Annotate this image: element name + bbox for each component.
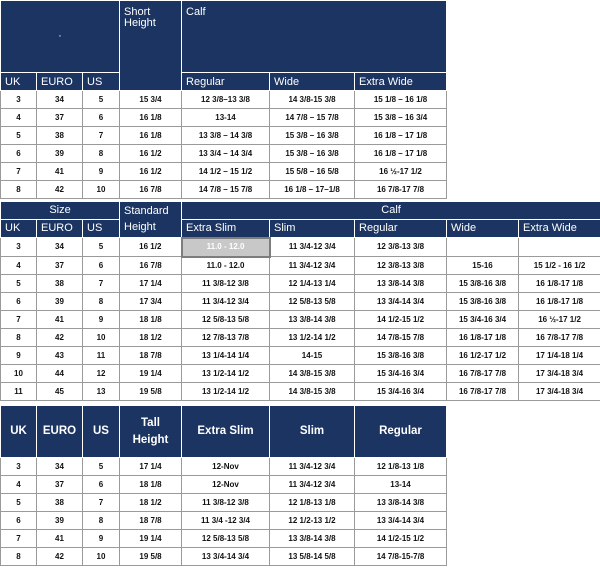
- cell: 15 3/4-16 3/4: [447, 311, 519, 329]
- cell: 9: [1, 347, 37, 365]
- cell: 15 3/4: [120, 91, 182, 109]
- cell: 6: [83, 109, 120, 127]
- cell: 5: [83, 238, 120, 257]
- cell: 9: [83, 311, 120, 329]
- cell: 11 3/4 -12 3/4: [182, 512, 270, 530]
- cell: 16 7/8-17 7/8: [519, 329, 600, 347]
- cell: 12 5/8-13 5/8: [182, 530, 270, 548]
- cell: 16 7/8-17 7/8: [447, 365, 519, 383]
- cell: 16 1/8: [120, 109, 182, 127]
- cell: 14 7/8 – 15 7/8: [182, 181, 270, 199]
- header-euro: EURO: [37, 406, 83, 458]
- table-row: [1, 145, 447, 163]
- cell: 34: [37, 458, 83, 476]
- cell: 13-14: [355, 476, 447, 494]
- cell: 4: [1, 476, 37, 494]
- cell: 15 1/8 – 16 1/8: [355, 91, 447, 109]
- cell: 10: [1, 365, 37, 383]
- cell: 11 3/4-12 3/4: [270, 476, 355, 494]
- table-row: [1, 329, 600, 347]
- cell: 15 3/4-16 3/4: [355, 383, 447, 401]
- cell: 12 5/8-13 5/8: [270, 293, 355, 311]
- table-row: [1, 512, 447, 530]
- cell: 10: [83, 181, 120, 199]
- cell: 7: [83, 494, 120, 512]
- cell: 34: [37, 238, 83, 257]
- cell: 15 1/2 - 16 1/2: [519, 257, 600, 275]
- cell: 5: [83, 458, 120, 476]
- cell: 9: [83, 530, 120, 548]
- table-row: [1, 238, 600, 257]
- cell: 12 3/8-13 3/8: [355, 238, 447, 257]
- cell: 11 3/8-12 3/8: [182, 275, 270, 293]
- cell: 12 3/8–13 3/8: [182, 91, 270, 109]
- cell: 13 3/8 – 14 3/8: [182, 127, 270, 145]
- cell: 6: [1, 145, 37, 163]
- cell: 8: [83, 293, 120, 311]
- cell: 42: [37, 548, 83, 566]
- cell: 7: [83, 127, 120, 145]
- header-regular: Regular: [182, 73, 270, 91]
- short-height-size-table: [0, 0, 447, 199]
- cell: 11 3/8-12 3/8: [182, 494, 270, 512]
- cell: 16 1/8-17 1/8: [519, 275, 600, 293]
- cell: 13: [83, 383, 120, 401]
- cell: 8: [1, 329, 37, 347]
- cell: 16 1/8 – 17 1/8: [355, 127, 447, 145]
- cell: 16 1/8: [120, 127, 182, 145]
- cell: 17 1/4: [120, 275, 182, 293]
- cell: 12 1/4-13 1/4: [270, 275, 355, 293]
- cell: 19 5/8: [120, 383, 182, 401]
- cell: 16 1/2-17 1/2: [447, 347, 519, 365]
- cell: 15 3/8 – 16 3/8: [270, 127, 355, 145]
- table-row: [1, 365, 600, 383]
- header-slim: Slim: [270, 406, 355, 458]
- cell: 13 1/2-14 1/2: [182, 365, 270, 383]
- table-row: [1, 548, 447, 566]
- header-us: US: [83, 220, 120, 238]
- cell: 12 1/2-13 1/2: [270, 512, 355, 530]
- cell: 12-Nov: [182, 476, 270, 494]
- cell: 18 1/8: [120, 476, 182, 494]
- header-wide: Wide: [270, 73, 355, 91]
- cell: 12 1/8-13 1/8: [355, 458, 447, 476]
- cell: 5: [83, 91, 120, 109]
- cell: 38: [37, 275, 83, 293]
- cell: 16 1/2: [120, 163, 182, 181]
- cell: 39: [37, 293, 83, 311]
- cell: 13 3/8-14 3/8: [270, 530, 355, 548]
- cell: 10: [83, 329, 120, 347]
- cell: 43: [37, 347, 83, 365]
- cell: 18 7/8: [120, 512, 182, 530]
- cell: 41: [37, 311, 83, 329]
- cell: 15 3/8-16 3/8: [355, 347, 447, 365]
- cell: 11 3/4-12 3/4: [270, 238, 355, 257]
- header-extra-wide: Extra Wide: [519, 220, 600, 238]
- cell: 16 7/8: [120, 257, 182, 275]
- cell: [519, 238, 600, 257]
- cell: 8: [83, 512, 120, 530]
- header-uk: UK: [1, 73, 37, 91]
- header-standard-height: Standard Height: [120, 202, 182, 238]
- cell: 3: [1, 458, 37, 476]
- cell: 14 3/8-15 3/8: [270, 383, 355, 401]
- cell: 12 1/8-13 1/8: [270, 494, 355, 512]
- cell: 34: [37, 91, 83, 109]
- table-row: [1, 91, 447, 109]
- cell: 8: [1, 548, 37, 566]
- cell: 14-15: [270, 347, 355, 365]
- cell: 45: [37, 383, 83, 401]
- cell: 14 3/8-15 3/8: [270, 365, 355, 383]
- cell: 37: [37, 476, 83, 494]
- header-extra-slim: Extra Slim: [182, 220, 270, 238]
- table-row: [1, 127, 447, 145]
- cell: 14 3/8-15 3/8: [270, 91, 355, 109]
- table-row: [1, 347, 600, 365]
- cell: 13 3/8-14 3/8: [355, 494, 447, 512]
- table-row: [1, 181, 447, 199]
- cell: 37: [37, 257, 83, 275]
- header-dot: ·: [1, 1, 120, 73]
- header-extra-slim: Extra Slim: [182, 406, 270, 458]
- header-euro: EURO: [37, 73, 83, 91]
- table-row: [1, 311, 600, 329]
- cell: 11 3/4-12 3/4: [182, 293, 270, 311]
- cell: 16 1/8 – 17–1/8: [270, 181, 355, 199]
- header-calf: Calf: [182, 1, 447, 73]
- cell: 16 ½-17 1/2: [519, 311, 600, 329]
- table-row: [1, 476, 447, 494]
- header-regular: Regular: [355, 220, 447, 238]
- cell: 17 3/4-18 3/4: [519, 383, 600, 401]
- cell: 11: [83, 347, 120, 365]
- cell: 3: [1, 238, 37, 257]
- cell: 38: [37, 127, 83, 145]
- tall-height-size-table: [0, 405, 447, 566]
- cell: 12: [83, 365, 120, 383]
- cell: 7: [1, 530, 37, 548]
- cell: 13 3/8-14 3/8: [270, 311, 355, 329]
- header-regular: Regular: [355, 406, 447, 458]
- cell: 15-16: [447, 257, 519, 275]
- cell: 16 1/8 – 17 1/8: [355, 145, 447, 163]
- cell: 6: [1, 512, 37, 530]
- header-tall-height: Tall Height: [120, 406, 182, 458]
- cell: 15 3/4-16 3/4: [355, 365, 447, 383]
- cell: 17 3/4: [120, 293, 182, 311]
- cell: 12-Nov: [182, 458, 270, 476]
- cell: 16 1/8-17 1/8: [519, 293, 600, 311]
- cell: 7: [1, 311, 37, 329]
- cell: 7: [1, 163, 37, 181]
- cell: 5: [1, 275, 37, 293]
- cell: 14 1/2-15 1/2: [355, 530, 447, 548]
- cell: 42: [37, 329, 83, 347]
- cell: 16 1/8-17 1/8: [447, 329, 519, 347]
- cell: 6: [83, 476, 120, 494]
- cell: 15 5/8 – 16 5/8: [270, 163, 355, 181]
- cell: 5: [1, 494, 37, 512]
- cell: 16 1/2: [120, 238, 182, 257]
- cell: 38: [37, 494, 83, 512]
- table-row: [1, 494, 447, 512]
- header-slim: Slim: [270, 220, 355, 238]
- header-uk: UK: [1, 406, 37, 458]
- cell: 8: [1, 181, 37, 199]
- cell: 19 1/4: [120, 365, 182, 383]
- cell: 16 1/2: [120, 145, 182, 163]
- highlighted-cell: 11.0 - 12.0: [182, 238, 270, 257]
- table-row: [1, 275, 600, 293]
- cell: 13 3/4-14 3/4: [355, 293, 447, 311]
- cell: 15 3/8 – 16 3/8: [270, 145, 355, 163]
- table-row: [1, 458, 447, 476]
- cell: 11.0 - 12.0: [182, 257, 270, 275]
- cell: 13 1/2-14 1/2: [182, 383, 270, 401]
- cell: 14 1/2 – 15 1/2: [182, 163, 270, 181]
- cell: 14 7/8-15 7/8: [355, 329, 447, 347]
- cell: 13 1/2-14 1/2: [270, 329, 355, 347]
- header-us: US: [83, 73, 120, 91]
- cell: 11 3/4-12 3/4: [270, 257, 355, 275]
- table-row: [1, 257, 600, 275]
- cell: 4: [1, 257, 37, 275]
- header-size: Size: [1, 202, 120, 220]
- cell: 11: [1, 383, 37, 401]
- cell: 19 5/8: [120, 548, 182, 566]
- cell: 11 3/4-12 3/4: [270, 458, 355, 476]
- cell: 13 3/4-14 3/4: [355, 512, 447, 530]
- cell: 15 3/8 – 16 3/4: [355, 109, 447, 127]
- cell: 19 1/4: [120, 530, 182, 548]
- cell: 18 1/2: [120, 494, 182, 512]
- cell: 6: [1, 293, 37, 311]
- cell: 4: [1, 109, 37, 127]
- cell: 44: [37, 365, 83, 383]
- cell: 7: [83, 275, 120, 293]
- standard-height-size-table: [0, 201, 600, 401]
- cell: 37: [37, 109, 83, 127]
- cell: 13 3/4-14 3/4: [182, 548, 270, 566]
- cell: 16 7/8-17 7/8: [447, 383, 519, 401]
- cell: 13-14: [182, 109, 270, 127]
- cell: 39: [37, 512, 83, 530]
- table-row: [1, 293, 600, 311]
- cell: 6: [83, 257, 120, 275]
- cell: 8: [83, 145, 120, 163]
- cell: 12 5/8-13 5/8: [182, 311, 270, 329]
- cell: 5: [1, 127, 37, 145]
- cell: 13 3/8-14 3/8: [355, 275, 447, 293]
- cell: 18 1/8: [120, 311, 182, 329]
- header-short-height: Short Height: [120, 1, 182, 91]
- cell: 14 1/2-15 1/2: [355, 311, 447, 329]
- cell: 13 3/4 – 14 3/4: [182, 145, 270, 163]
- table-row: [1, 109, 447, 127]
- cell: [447, 238, 519, 257]
- cell: 15 3/8-16 3/8: [447, 293, 519, 311]
- header-uk: UK: [1, 220, 37, 238]
- cell: 17 1/4: [120, 458, 182, 476]
- cell: 16 7/8: [120, 181, 182, 199]
- header-extra-wide: Extra Wide: [355, 73, 447, 91]
- cell: 14 7/8-15-7/8: [355, 548, 447, 566]
- header-euro: EURO: [37, 220, 83, 238]
- cell: 16 7/8-17 7/8: [355, 181, 447, 199]
- cell: 14 7/8 – 15 7/8: [270, 109, 355, 127]
- header-calf: Calf: [182, 202, 600, 220]
- cell: 10: [83, 548, 120, 566]
- cell: 15 3/8-16 3/8: [447, 275, 519, 293]
- cell: 41: [37, 163, 83, 181]
- header-us: US: [83, 406, 120, 458]
- cell: 9: [83, 163, 120, 181]
- cell: 17 1/4-18 1/4: [519, 347, 600, 365]
- table-row: [1, 383, 600, 401]
- cell: 42: [37, 181, 83, 199]
- table-row: [1, 530, 447, 548]
- cell: 18 7/8: [120, 347, 182, 365]
- cell: 41: [37, 530, 83, 548]
- cell: 3: [1, 91, 37, 109]
- cell: 16 ½-17 1/2: [355, 163, 447, 181]
- cell: 17 3/4-18 3/4: [519, 365, 600, 383]
- cell: 12 7/8-13 7/8: [182, 329, 270, 347]
- cell: 18 1/2: [120, 329, 182, 347]
- cell: 13 5/8-14 5/8: [270, 548, 355, 566]
- cell: 39: [37, 145, 83, 163]
- header-wide: Wide: [447, 220, 519, 238]
- cell: 12 3/8-13 3/8: [355, 257, 447, 275]
- table-row: [1, 163, 447, 181]
- cell: 13 1/4-14 1/4: [182, 347, 270, 365]
